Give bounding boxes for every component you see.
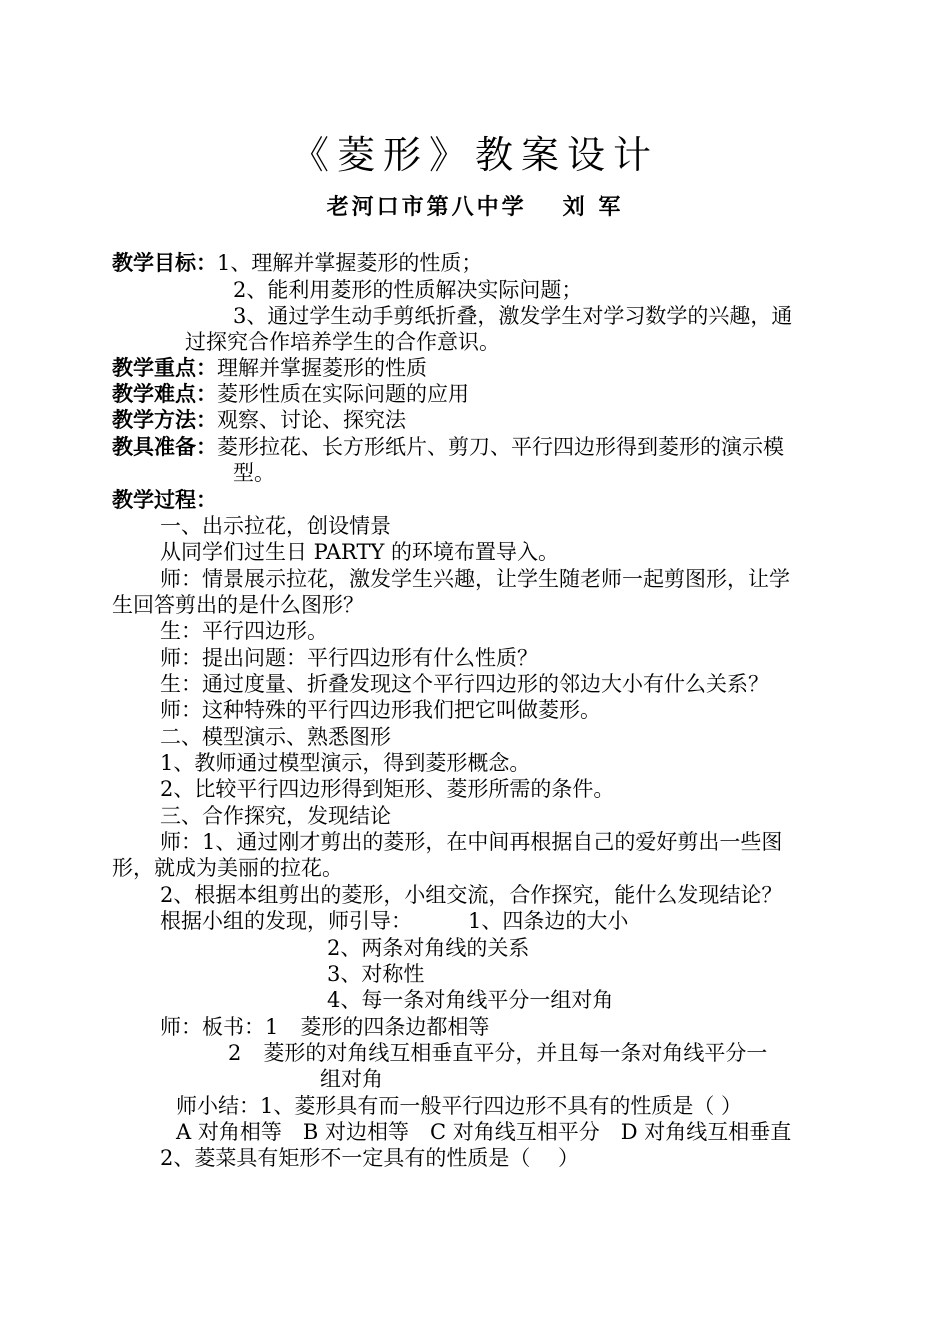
process-line-14: 形，就成为美丽的拉花。 [112, 856, 343, 880]
process-line-11: 2、比较平行四边形得到矩形、菱形所需的条件。 [160, 777, 615, 801]
document-title: 《菱形》教案设计 [290, 133, 659, 177]
board-line-2 [228, 1040, 767, 1066]
process-line-3: 师：情景展示拉花，激发学生兴趣，让学生随老师一起剪图形，让学 [160, 567, 790, 591]
process-line-9: 二、模型演示、熟悉图形 [160, 725, 391, 749]
key-point-line [112, 355, 427, 381]
process-line-4: 生回答剪出的是什么图形？ [112, 593, 364, 617]
board-item-2-number: 2 [228, 1041, 242, 1065]
process-line-6: 师：提出问题：平行四边形有什么性质？ [160, 646, 538, 670]
objectives-line-1 [112, 250, 482, 276]
method-text: 观察、讨论、探究法 [217, 408, 406, 432]
method-label: 教学方法： [112, 408, 217, 432]
difficulty-line [112, 381, 469, 407]
key-point-label: 教学重点： [112, 356, 217, 380]
process-line-12: 三、合作探究，发现结论 [160, 804, 391, 828]
guide-item-4: 4、每一条对角线平分一组对角 [327, 988, 614, 1012]
board-item-2a: 菱形的对角线互相垂直平分，并且每一条对角线平分一 [263, 1041, 768, 1065]
objective-3a: 3、通过学生动手剪纸折叠，激发学生对学习数学的兴趣，通 [233, 304, 793, 328]
key-point-text: 理解并掌握菱形的性质 [217, 356, 427, 380]
process-line-8: 师：这种特殊的平行四边形我们把它叫做菱形。 [160, 698, 601, 722]
objective-3b: 过探究合作培养学生的合作意识。 [185, 330, 500, 354]
objectives-label: 教学目标： [112, 251, 217, 275]
author-name: 刘 军 [562, 195, 624, 220]
board-item-2b: 组对角 [320, 1067, 383, 1091]
guide-item-3: 3、对称性 [327, 962, 425, 986]
guide-label: 根据小组的发现，师引导： [160, 909, 412, 933]
difficulty-label: 教学难点： [112, 382, 217, 406]
summary-line: 师小结：1、菱形具有而一般平行四边形不具有的性质是（ ） [176, 1094, 743, 1118]
process-line-5: 生：平行四边形。 [160, 619, 328, 643]
tools-line [112, 434, 784, 460]
process-line-10: 1、教师通过模型演示，得到菱形概念。 [160, 751, 531, 775]
process-line-15: 2、根据本组剪出的菱形，小组交流，合作探究，能什么发现结论？ [160, 883, 783, 907]
tools-text-a: 菱形拉花、长方形纸片、剪刀、平行四边形得到菱形的演示模 [217, 435, 784, 459]
objective-1: 1、理解并掌握菱形的性质； [217, 251, 483, 275]
process-line-13: 师：1、通过刚才剪出的菱形，在中间再根据自己的爱好剪出一些图 [160, 830, 783, 854]
school-name: 老河口市第八中学 [326, 195, 527, 220]
guide-item-2: 2、两条对角线的关系 [327, 936, 530, 960]
tools-text-b: 型。 [233, 461, 275, 485]
options-line: A 对角相等 B 对边相等 C 对角线互相平分 D 对角线互相垂直 [176, 1120, 792, 1144]
process-label: 教学过程： [112, 488, 217, 512]
difficulty-text: 菱形性质在实际问题的应用 [217, 382, 469, 406]
method-line [112, 407, 406, 433]
process-line-2: 从同学们过生日 PARTY 的环境布置导入。 [160, 540, 560, 564]
question-2-line: 2、菱菜具有矩形不一定具有的性质是（ ） [160, 1146, 580, 1170]
board-label: 师：板书：1 [160, 1015, 279, 1039]
objective-2: 2、能利用菱形的性质解决实际问题； [233, 278, 583, 302]
process-line-1: 一、出示拉花，创设情景 [160, 514, 391, 538]
board-item-1: 菱形的四条边都相等 [300, 1015, 490, 1039]
board-line-1 [160, 1014, 489, 1040]
guide-item-1: 1、四条边的大小 [468, 909, 629, 933]
process-line-7: 生：通过度量、折叠发现这个平行四边形的邻边大小有什么关系？ [160, 672, 769, 696]
author-line [0, 193, 950, 223]
tools-label: 教具准备： [112, 435, 217, 459]
